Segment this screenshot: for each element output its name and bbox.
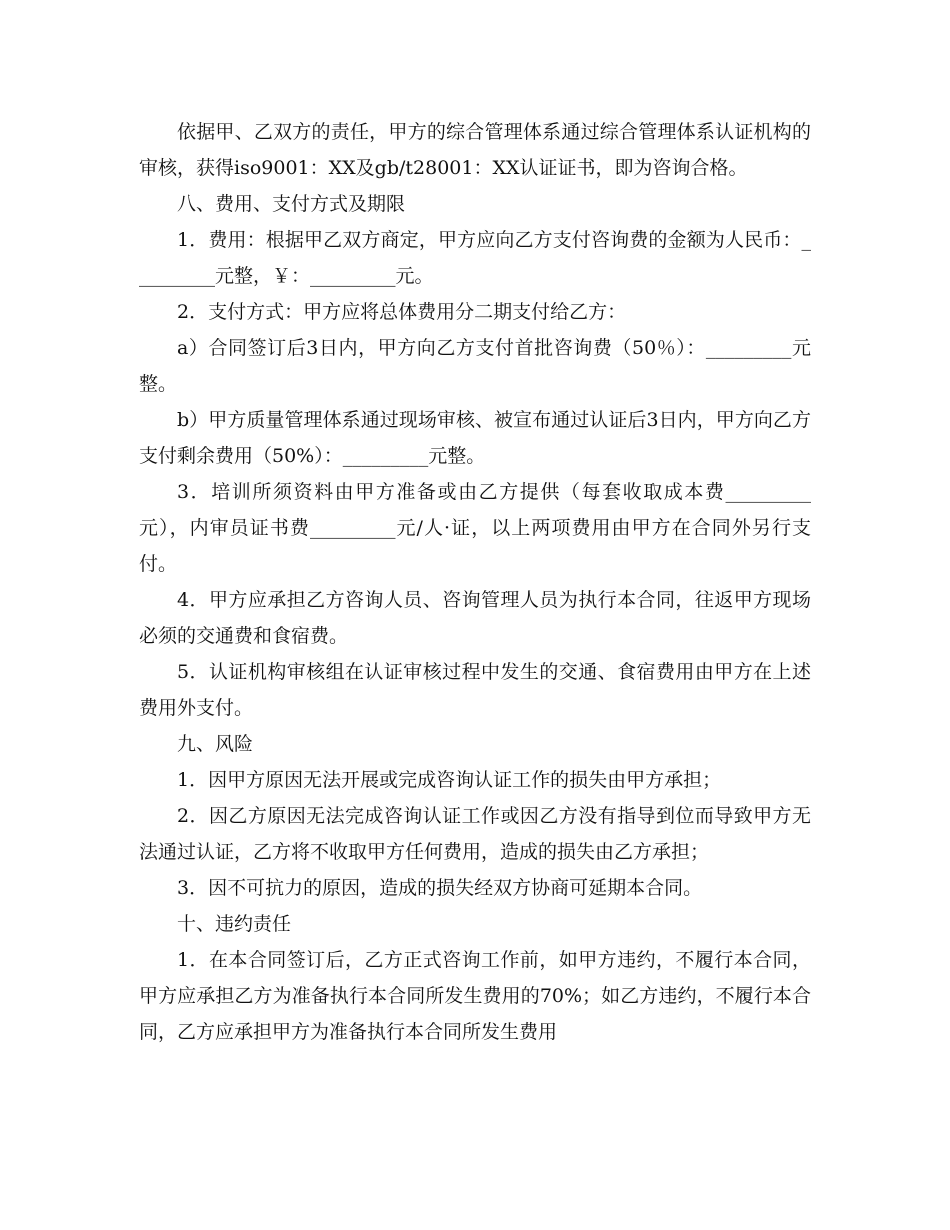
paragraph-payment-a: a）合同签订后3日内，甲方向乙方支付首批咨询费（50％）：_________元整。 bbox=[139, 337, 811, 395]
paragraph-risk-3: 3．因不可抗力的原因，造成的损失经双方协商可延期本合同。 bbox=[177, 877, 703, 899]
paragraph-breach-1: 1．在本合同签订后，乙方正式咨询工作前，如甲方违约，不履行本合同，甲方应承担乙方为准备执行本合同所发生费用的70%；如乙方违约，不履行本合同，乙方应承担甲方为准备执行本合同所发生费用 bbox=[139, 949, 811, 1043]
paragraph-audit-costs: 5．认证机构审核组在认证审核过程中发生的交通、食宿费用由甲方在上述费用外支付。 bbox=[139, 661, 811, 719]
paragraph-fee: 1．费用：根据甲乙双方商定，甲方应向乙方支付咨询费的金额为人民币：_________元整，￥：_________元。 bbox=[139, 229, 811, 287]
paragraph-basis: 依据甲、乙双方的责任，甲方的综合管理体系通过综合管理体系认证机构的审核，获得iso9001：XX及gb/t28001：XX认证证书，即为咨询合格。 bbox=[139, 121, 811, 179]
paragraph-risk-2: 2．因乙方原因无法完成咨询认证工作或因乙方没有指导到位而导致甲方无法通过认证，乙方将不收取甲方任何费用，造成的损失由乙方承担； bbox=[139, 805, 811, 863]
paragraph-payment-method: 2．支付方式：甲方应将总体费用分二期支付给乙方： bbox=[177, 301, 627, 323]
heading-section-8: 八、费用、支付方式及期限 bbox=[177, 193, 406, 215]
document-body bbox=[139, 114, 811, 1050]
paragraph-risk-1: 1．因甲方原因无法开展或完成咨询认证工作的损失由甲方承担； bbox=[177, 769, 722, 791]
paragraph-travel-costs: 4．甲方应承担乙方咨询人员、咨询管理人员为执行本合同，往返甲方现场必须的交通费和食宿费。 bbox=[139, 589, 811, 647]
heading-section-10: 十、违约责任 bbox=[177, 913, 292, 935]
heading-section-9: 九、风险 bbox=[177, 733, 254, 755]
paragraph-payment-b: b）甲方质量管理体系通过现场审核、被宣布通过认证后3日内，甲方向乙方支付剩余费用（50%）：_________元整。 bbox=[139, 409, 811, 467]
paragraph-training-materials: 3．培训所须资料由甲方准备或由乙方提供（每套收取成本费_________元），内审员证书费_________元/人·证，以上两项费用由甲方在合同外另行支付。 bbox=[139, 481, 811, 575]
